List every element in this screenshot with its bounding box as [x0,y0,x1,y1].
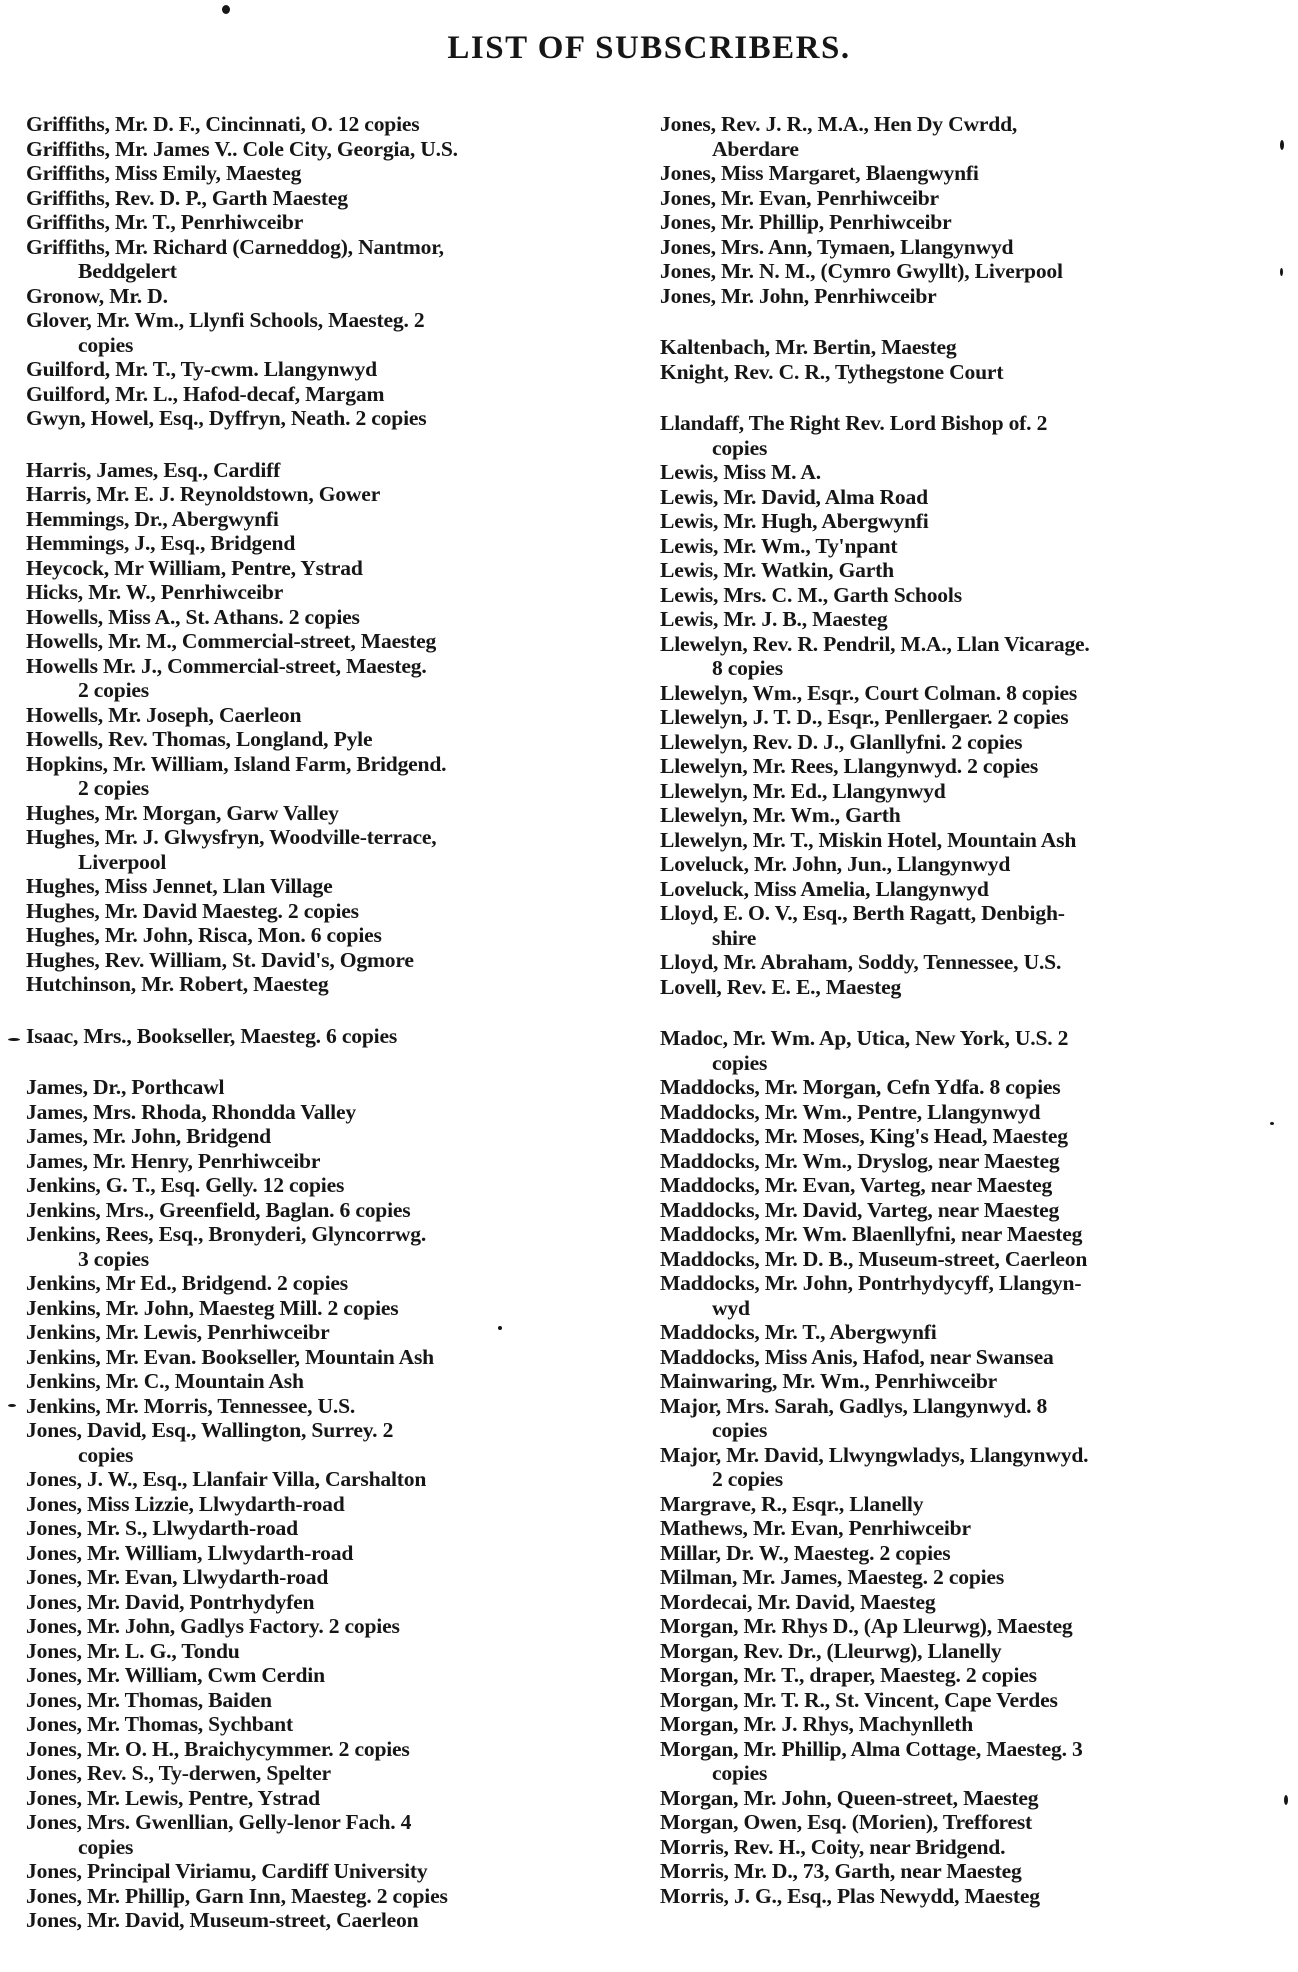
subscriber-entry-continuation: copies [78,332,134,357]
subscriber-entry: Maddocks, Miss Anis, Hafod, near Swansea [660,1344,1054,1369]
subscriber-entry: Hughes, Rev. William, St. David's, Ogmore [26,947,414,972]
subscriber-entry: Llewelyn, Mr. Rees, Llangynwyd. 2 copies [660,754,1039,778]
subscriber-entry: James, Dr., Porthcawl [26,1075,225,1099]
subscriber-entry: Jenkins, Mr. Lewis, Penrhiwceibr [26,1320,330,1344]
subscriber-entry: Maddocks, Mr. Wm., Pentre, Llangynwyd [660,1099,1041,1124]
subscriber-entry-continuation: 3 copies [78,1246,149,1271]
subscriber-entry-continuation: 2 copies [78,776,149,800]
subscriber-entry: Jones, Mr. S., Llwydarth-road [26,1516,298,1540]
subscriber-entry: Jenkins, Rees, Esq., Bronyderi, Glyncorrwg. [26,1222,427,1246]
subscriber-entry: Jones, Mr. Thomas, Baiden [26,1687,272,1712]
subscriber-entry: Gwyn, Howel, Esq., Dyffryn, Neath. 2 copies [26,406,427,430]
subscriber-entry-continuation: Beddgelert [78,259,177,283]
ink-speck [1284,1795,1288,1805]
page-title: LIST OF SUBSCRIBERS. [447,30,851,66]
subscriber-entry: Jones, Principal Viriamu, Cardiff University [26,1859,428,1883]
subscriber-entry: Morris, J. G., Esq., Plas Newydd, Maesteg [660,1883,1040,1908]
subscriber-entry: Hopkins, Mr. William, Island Farm, Bridgend. [26,751,447,776]
section-gap [26,431,626,458]
subscriber-entry: Maddocks, Mr. Wm., Dryslog, near Maesteg [660,1148,1060,1173]
ink-speck [1280,140,1284,150]
subscriber-entry: Jones, Mr. Thomas, Sychbant [26,1712,293,1736]
subscriber-entry: Morgan, Rev. Dr., (Lleurwg), Llanelly [660,1638,1002,1663]
section-gap [26,997,626,1024]
subscriber-entry: Howells, Rev. Thomas, Longland, Pyle [26,727,373,751]
subscriber-entry: Jones, Mrs. Ann, Tymaen, Llangynwyd [660,234,1014,259]
subscriber-entry: Jones, Rev. J. R., M.A., Hen Dy Cwrdd, [660,112,1018,136]
subscriber-entry: Lewis, Mr. Hugh, Abergwynfi [660,509,929,533]
subscriber-entry-continuation: copies [712,1418,768,1442]
subscriber-entry: Llewelyn, J. T. D., Esqr., Penllergaer. 2 copies [660,705,1069,729]
subscriber-entry: Morgan, Mr. John, Queen-street, Maesteg [660,1785,1039,1810]
subscriber-entry: Morgan, Mr. J. Rhys, Machynlleth [660,1712,974,1736]
subscriber-entry: Llewelyn, Rev. D. J., Glanllyfni. 2 copies [660,729,1023,754]
subscriber-entry: Griffiths, Mr. T., Penrhiwceibr [26,210,304,234]
subscriber-entry: Morris, Mr. D., 73, Garth, near Maesteg [660,1859,1022,1883]
subscriber-entry: Hemmings, Dr., Abergwynfi [26,506,279,531]
subscriber-entry: Hughes, Mr. Morgan, Garw Valley [26,800,339,825]
subscriber-entry-continuation: wyd [712,1295,750,1320]
subscriber-entry: Jones, Miss Margaret, Blaengwynfi [660,161,979,185]
subscriber-entry: Jenkins, Mr. Evan. Bookseller, Mountain Ash [26,1344,434,1369]
subscriber-entry: Knight, Rev. C. R., Tythegstone Court [660,359,1004,384]
subscriber-entry: Gronow, Mr. D. [26,283,168,308]
subscriber-entry: Lloyd, Mr. Abraham, Soddy, Tennessee, U.S. [660,950,1062,974]
subscriber-entry: Howells, Mr. M., Commercial-street, Maesteg [26,629,437,653]
subscriber-entry: Lewis, Mrs. C. M., Garth Schools [660,582,962,607]
subscriber-entry: Mainwaring, Mr. Wm., Penrhiwceibr [660,1369,998,1393]
subscriber-entry: Loveluck, Mr. John, Jun., Llangynwyd [660,852,1011,876]
subscriber-entry: Jones, Mr. Evan, Llwydarth-road [26,1565,329,1589]
subscriber-column-left [26,112,626,1933]
subscriber-entry: Lewis, Mr. Watkin, Garth [660,558,894,582]
subscriber-entry-continuation: Liverpool [78,849,167,874]
subscriber-entry: Jones, Mr. Phillip, Penrhiwceibr [660,210,952,234]
subscriber-entry-continuation: copies [712,1761,768,1785]
subscriber-entry: Hughes, Mr. David Maesteg. 2 copies [26,898,359,923]
subscriber-entry: Jones, Mr. Evan, Penrhiwceibr [660,185,939,210]
subscriber-entry: Maddocks, Mr. Moses, King's Head, Maesteg [660,1124,1068,1148]
subscriber-entry: Margrave, R., Esqr., Llanelly [660,1491,924,1516]
subscriber-entry: Jones, Mr. Lewis, Pentre, Ystrad [26,1785,320,1810]
subscriber-entry: Maddocks, Mr. John, Pontrhydycyff, Llangyn- [660,1271,1082,1295]
subscriber-entry: Jones, David, Esq., Wallington, Surrey. 2 [26,1418,394,1442]
subscriber-entry: Jenkins, Mrs., Greenfield, Baglan. 6 copies [26,1197,411,1222]
subscriber-entry: Lewis, Mr. Wm., Ty'npant [660,533,898,558]
section-gap [660,308,1260,335]
subscriber-entry: Llewelyn, Wm., Esqr., Court Colman. 8 copies [660,680,1078,705]
subscriber-entry: Madoc, Mr. Wm. Ap, Utica, New York, U.S. 2 [660,1026,1069,1050]
section-gap [26,1048,626,1075]
subscriber-entry: Llewelyn, Mr. Wm., Garth [660,803,901,827]
subscriber-entry-continuation: copies [712,435,768,460]
subscriber-entry: Loveluck, Miss Amelia, Llangynwyd [660,876,989,901]
subscriber-entry: Llewelyn, Mr. T., Miskin Hotel, Mountain Ash [660,827,1077,852]
subscriber-entry: Hutchinson, Mr. Robert, Maesteg [26,972,329,996]
subscriber-entry: Harris, Mr. E. J. Reynoldstown, Gower [26,482,381,506]
subscriber-entry: Jones, Mr. L. G., Tondu [26,1638,240,1663]
subscriber-entry: Jones, Rev. S., Ty-derwen, Spelter [26,1761,331,1785]
subscriber-entry: Major, Mrs. Sarah, Gadlys, Llangynwyd. 8 [660,1393,1048,1418]
subscriber-entry: Jones, Mr. N. M., (Cymro Gwyllt), Liverpool [660,259,1063,283]
subscriber-entry: Milman, Mr. James, Maesteg. 2 copies [660,1565,1005,1589]
subscriber-entry: Jenkins, Mr. John, Maesteg Mill. 2 copies [26,1295,399,1320]
subscriber-column-right [660,112,1260,1908]
subscriber-entry: Lewis, Mr. David, Alma Road [660,484,928,509]
subscriber-entry: Lewis, Miss M. A. [660,460,821,484]
section-gap [660,999,1260,1026]
subscriber-entry: Lewis, Mr. J. B., Maesteg [660,607,888,631]
ink-speck [1280,268,1283,276]
subscriber-entry: Howells Mr. J., Commercial-street, Maesteg. [26,653,427,678]
subscriber-entry: Guilford, Mr. L., Hafod-decaf, Margam [26,381,385,406]
ink-speck [8,1404,16,1407]
subscriber-entry: Jenkins, Mr. Morris, Tennessee, U.S. [26,1393,356,1418]
subscriber-entry: Griffiths, Rev. D. P., Garth Maesteg [26,185,348,210]
subscriber-entry-continuation: shire [712,925,757,950]
subscriber-entry: Maddocks, Mr. David, Varteg, near Maesteg [660,1197,1060,1222]
subscriber-entry: Jones, Mr. John, Gadlys Factory. 2 copies [26,1614,400,1638]
subscriber-entry: Hemmings, J., Esq., Bridgend [26,531,296,555]
subscriber-entry: Mordecai, Mr. David, Maesteg [660,1589,936,1614]
subscriber-entry-continuation: copies [78,1442,134,1467]
subscriber-entry: Kaltenbach, Mr. Bertin, Maesteg [660,335,957,359]
section-gap [660,384,1260,411]
subscriber-entry: Jones, Mr. William, Llwydarth-road [26,1540,354,1565]
subscriber-entry: Howells, Mr. Joseph, Caerleon [26,702,302,727]
subscriber-entry: Heycock, Mr William, Pentre, Ystrad [26,555,363,580]
subscriber-entry: Griffiths, Miss Emily, Maesteg [26,161,302,185]
subscriber-entry-continuation: copies [78,1834,134,1859]
subscriber-entry: Isaac, Mrs., Bookseller, Maesteg. 6 copies [26,1023,398,1048]
ink-speck [498,1326,502,1330]
subscriber-entry: Jones, Mrs. Gwenllian, Gelly-lenor Fach. 4 [26,1810,412,1834]
subscriber-entry: James, Mrs. Rhoda, Rhondda Valley [26,1099,356,1124]
subscriber-entry: Mathews, Mr. Evan, Penrhiwceibr [660,1516,971,1540]
subscriber-entry: Morgan, Mr. Rhys D., (Ap Lleurwg), Maesteg [660,1614,1073,1638]
subscriber-entry: Griffiths, Mr. James V.. Cole City, Georgia, U.S. [26,136,458,161]
subscriber-entry: Lovell, Rev. E. E., Maesteg [660,974,902,999]
subscriber-entry: Llewelyn, Rev. R. Pendril, M.A., Llan Vicarage. [660,631,1090,656]
subscriber-entry: Maddocks, Mr. T., Abergwynfi [660,1320,937,1344]
subscriber-entry: Jenkins, Mr Ed., Bridgend. 2 copies [26,1271,348,1295]
subscriber-entry: Jones, Mr. David, Pontrhydyfen [26,1589,315,1614]
subscriber-entry: Jenkins, G. T., Esq. Gelly. 12 copies [26,1173,345,1197]
subscriber-entry: Morris, Rev. H., Coity, near Bridgend. [660,1834,1006,1859]
subscriber-entry: Jenkins, Mr. C., Mountain Ash [26,1369,304,1393]
subscriber-entry: Maddocks, Mr. Morgan, Cefn Ydfa. 8 copies [660,1075,1061,1099]
subscriber-entry: Jones, Miss Lizzie, Llwydarth-road [26,1491,345,1516]
ink-speck [222,5,230,14]
subscriber-entry: Jones, Mr. Phillip, Garn Inn, Maesteg. 2 copies [26,1883,448,1908]
ink-speck [1270,1122,1274,1125]
subscriber-entry: Griffiths, Mr. D. F., Cincinnati, O. 12 copies [26,112,420,136]
subscriber-entry-continuation: Aberdare [712,136,799,161]
subscriber-entry: Hughes, Mr. John, Risca, Mon. 6 copies [26,923,382,947]
subscriber-entry: Morgan, Mr. Phillip, Alma Cottage, Maesteg. 3 [660,1736,1083,1761]
subscriber-entry: Hughes, Miss Jennet, Llan Village [26,874,333,898]
subscriber-entry: James, Mr. John, Bridgend [26,1124,271,1148]
subscriber-entry: Guilford, Mr. T., Ty-cwm. Llangynwyd [26,357,377,381]
subscriber-entry: Harris, James, Esq., Cardiff [26,457,281,482]
subscriber-entry-continuation: copies [712,1050,768,1075]
subscriber-entry: Llandaff, The Right Rev. Lord Bishop of. 2 [660,411,1048,435]
subscriber-entry: Major, Mr. David, Llwyngwladys, Llangynwyd. [660,1442,1089,1467]
subscriber-entry: Jones, J. W., Esq., Llanfair Villa, Carshalton [26,1467,427,1491]
subscriber-entry: Howells, Miss A., St. Athans. 2 copies [26,604,360,629]
subscriber-entry: Maddocks, Mr. D. B., Museum-street, Caerleon [660,1246,1088,1271]
subscriber-entry: James, Mr. Henry, Penrhiwceibr [26,1148,321,1173]
subscriber-entry: Lloyd, E. O. V., Esq., Berth Ragatt, Denbigh- [660,901,1065,925]
subscriber-entry: Jones, Mr. O. H., Braichycymmer. 2 copies [26,1736,410,1761]
subscriber-entry: Llewelyn, Mr. Ed., Llangynwyd [660,778,946,803]
subscriber-entry: Jones, Mr. John, Penrhiwceibr [660,283,937,308]
subscriber-entry-continuation: 8 copies [712,656,783,680]
subscriber-entry: Morgan, Mr. T., draper, Maesteg. 2 copies [660,1663,1037,1687]
subscriber-entry: Millar, Dr. W., Maesteg. 2 copies [660,1540,951,1565]
subscriber-entry: Hughes, Mr. J. Glwysfryn, Woodville-terrace, [26,825,437,849]
subscriber-entry: Hicks, Mr. W., Penrhiwceibr [26,580,284,604]
subscriber-entry: Glover, Mr. Wm., Llynfi Schools, Maesteg. 2 [26,308,425,332]
subscriber-entry: Morgan, Mr. T. R., St. Vincent, Cape Verdes [660,1687,1058,1712]
subscriber-entry-continuation: 2 copies [78,678,149,702]
subscriber-entry: Maddocks, Mr. Evan, Varteg, near Maesteg [660,1173,1053,1197]
subscriber-entry-continuation: 2 copies [712,1467,783,1491]
subscriber-entry: Griffiths, Mr. Richard (Carneddog), Nantmor, [26,234,444,259]
subscriber-entry: Jones, Mr. William, Cwm Cerdin [26,1663,325,1687]
subscriber-entry: Jones, Mr. David, Museum-street, Caerleon [26,1908,419,1932]
subscriber-entry: Maddocks, Mr. Wm. Blaenllyfni, near Maesteg [660,1222,1083,1246]
subscriber-entry: Morgan, Owen, Esq. (Morien), Trefforest [660,1810,1033,1834]
ink-speck [8,1038,20,1041]
